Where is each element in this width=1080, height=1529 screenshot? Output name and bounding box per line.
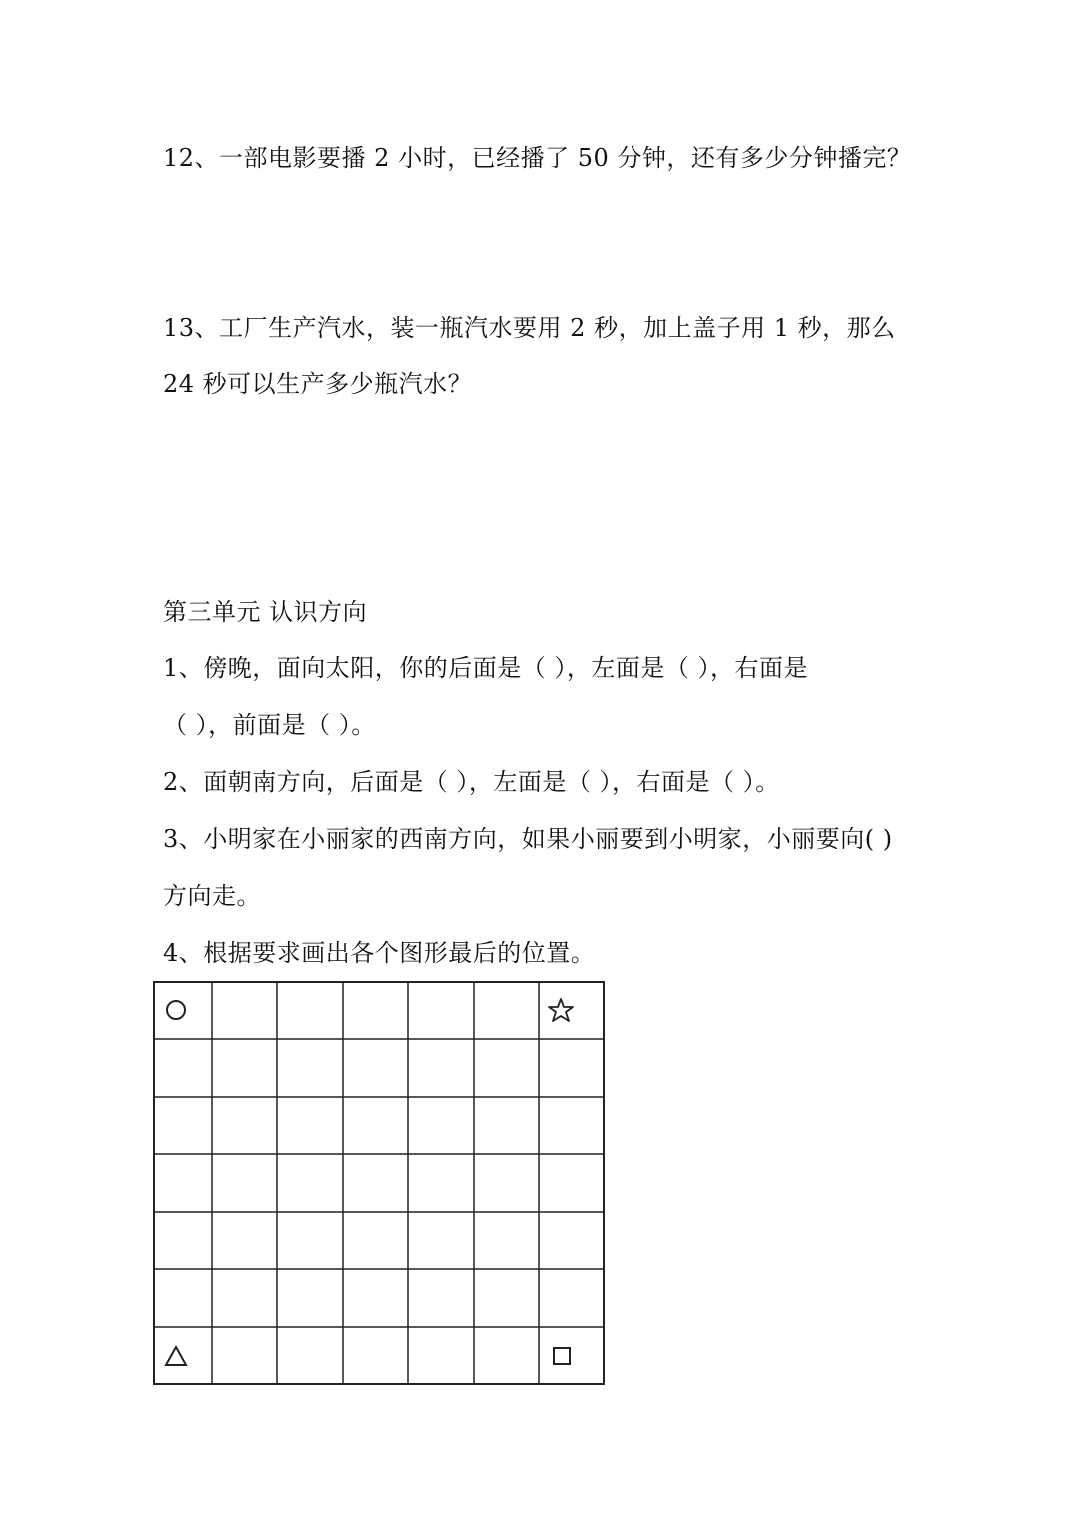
- unit-3-question-2: 2、面朝南方向，后面是（ ），左面是（ ），右面是（ ）。: [163, 768, 780, 796]
- question-12: 12、一部电影要播 2 小时，已经播了 50 分钟，还有多少分钟播完？: [163, 144, 912, 172]
- question-13-line-1: 13、工厂生产汽水，装一瓶汽水要用 2 秒，加上盖子用 1 秒，那么: [163, 314, 896, 342]
- unit-3-title: 第三单元 认识方向: [163, 598, 368, 626]
- grid-svg: [153, 981, 605, 1385]
- unit-3-question-1-line-2: （ ），前面是（ ）。: [163, 711, 376, 739]
- unit-3-question-1-line-1: 1、傍晚，面向太阳，你的后面是（ ），左面是（ ），右面是: [163, 654, 809, 682]
- question-13-line-2: 24 秒可以生产多少瓶汽水？: [163, 370, 473, 398]
- grid-border: [154, 982, 604, 1384]
- unit-3-question-3-line-1: 3、小明家在小丽家的西南方向，如果小丽要到小明家，小丽要向( ): [163, 825, 893, 853]
- unit-3-question-4: 4、根据要求画出各个图形最后的位置。: [163, 939, 596, 967]
- position-grid: [153, 981, 605, 1385]
- unit-3-question-3-line-2: 方向走。: [163, 882, 261, 910]
